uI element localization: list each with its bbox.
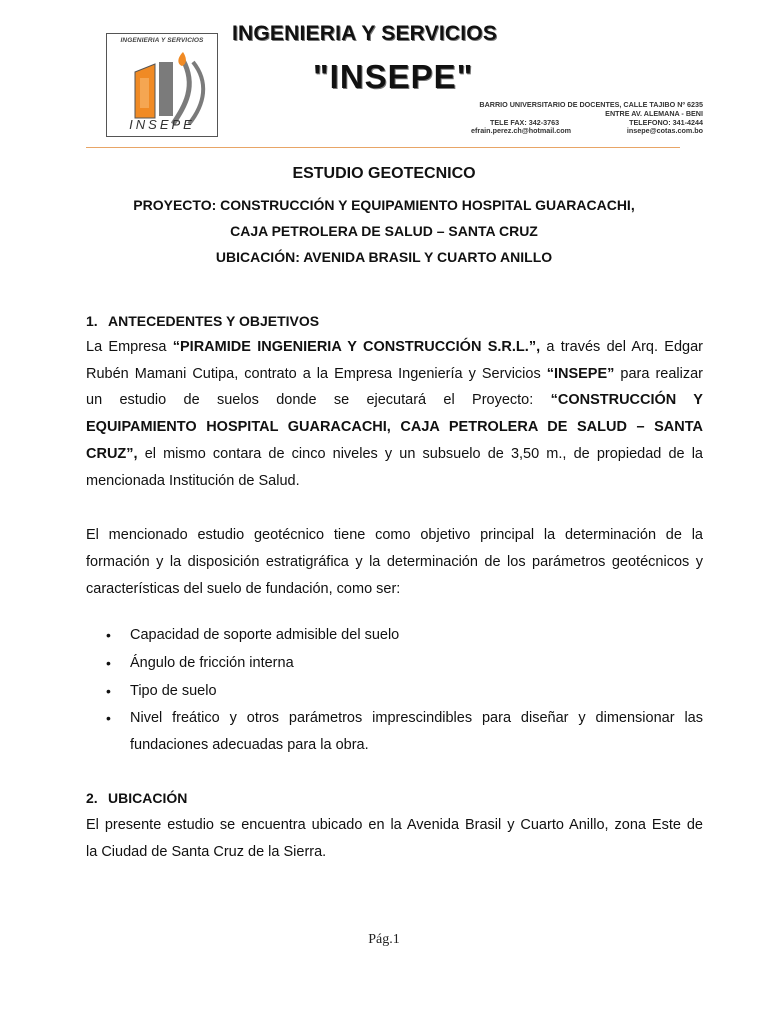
bullet-item-4-line-1: Nivel freático y otros parámetros imprescindibles para diseñar y dimensionar las	[130, 710, 703, 726]
text-run: Rubén Mamani Cutipa, contrato a la Empresa Ingeniería y Servicios	[86, 366, 547, 382]
section-2-heading	[86, 790, 187, 806]
company-title: INGENIERIA Y SERVICIOS	[232, 22, 498, 45]
building-road-logo-icon	[113, 46, 213, 126]
client-line: CAJA PETROLERA DE SALUD – SANTA CRUZ	[230, 223, 538, 239]
location-line: UBICACIÓN: AVENIDA BRASIL Y CUARTO ANILLO	[215, 249, 553, 265]
text-run-bold: “INSEPE”	[546, 366, 615, 382]
bullet-item-1: Capacidad de soporte admisible del suelo	[130, 627, 400, 643]
bullet-item-3: Tipo de suelo	[130, 683, 217, 699]
gray-building	[159, 62, 173, 116]
logo-caption: INGENIERIA Y SERVICIOS	[120, 37, 204, 44]
bullet-item-2: Ángulo de fricción interna	[130, 655, 294, 671]
bullet-dot: •	[106, 683, 111, 699]
text-run-bold: EQUIPAMIENTO HOSPITAL GUARACACHI, CAJA PETROLERA DE SALUD – SANTA	[86, 419, 703, 435]
bullet-dot: •	[106, 710, 111, 726]
company-brand: "INSEPE"	[313, 58, 474, 95]
text-run: a través del Arq. Edgar	[540, 339, 704, 355]
section-1-number: 1.	[86, 313, 98, 329]
company-logo	[106, 33, 218, 137]
s2-line-2: la Ciudad de Santa Cruz de la Sierra.	[86, 844, 327, 860]
text-run-bold: “PIRAMIDE INGENIERIA Y CONSTRUCCIÓN S.R.L.”,	[172, 339, 541, 355]
section-2-number: 2.	[86, 790, 98, 806]
s1-p1-line-3	[86, 391, 703, 409]
address-line-1: BARRIO UNIVERSITARIO DE DOCENTES, CALLE TAJIBO Nº 6235	[479, 100, 703, 109]
s1-p1-line-4	[86, 418, 703, 436]
s1-p1-line-1	[86, 338, 703, 356]
project-line: PROYECTO: CONSTRUCCIÓN Y EQUIPAMIENTO HOSPITAL GUARACACHI,	[133, 197, 635, 213]
text-run-bold: CRUZ”,	[86, 446, 138, 462]
telefax: TELE FAX: 342-3763	[490, 118, 560, 127]
section-2-title: UBICACIÓN	[108, 790, 188, 806]
study-title: ESTUDIO GEOTECNICO	[292, 165, 476, 182]
flame-mark	[178, 52, 186, 66]
s1-p1-line-5	[86, 445, 703, 463]
header-divider	[86, 147, 680, 148]
email-right: insepe@cotas.com.bo	[626, 126, 703, 135]
road-curve-inner	[189, 62, 203, 124]
s1-p2-line-2: formación y la disposición estratigráfica y la determinación de los parámetros geotécnicos y	[86, 554, 703, 570]
text-run-bold: “CONSTRUCCIÓN Y	[550, 392, 703, 408]
orange-building-window	[140, 78, 149, 108]
telefono: TELEFONO: 341-4244	[629, 118, 703, 127]
text-run: el mismo contara de cinco niveles y un subsuelo de 3,50 m., de propiedad de la	[137, 446, 703, 462]
s1-p1-line-2	[86, 365, 703, 383]
text-run: para realizar	[614, 366, 703, 382]
logo-name: INSEPE	[129, 117, 195, 132]
section-1-title: ANTECEDENTES Y OBJETIVOS	[108, 313, 320, 329]
page-number: Pág.1	[368, 932, 400, 947]
bullet-dot: •	[106, 655, 111, 671]
section-1-heading	[86, 313, 319, 329]
road-curve-outer	[173, 60, 189, 124]
text-run: La Empresa	[86, 339, 173, 355]
s1-p1-line-6: mencionada Institución de Salud.	[86, 473, 300, 489]
bullet-item-4-line-2: fundaciones adecuadas para la obra.	[130, 737, 369, 753]
s2-line-1: El presente estudio se encuentra ubicado en la Avenida Brasil y Cuarto Anillo, zona Este de	[86, 817, 703, 833]
s1-p2-line-3: características del suelo de fundación, como ser:	[86, 581, 401, 597]
email-left: efrain.perez.ch@hotmail.com	[471, 126, 572, 135]
address-line-2: ENTRE AV. ALEMANA - BENI	[605, 109, 703, 118]
text-run: un estudio de suelos donde se ejecutará el Proyecto:	[86, 392, 551, 408]
bullet-dot: •	[106, 627, 111, 643]
s1-p2-line-1: El mencionado estudio geotécnico tiene como objetivo principal la determinación de la	[86, 527, 703, 543]
